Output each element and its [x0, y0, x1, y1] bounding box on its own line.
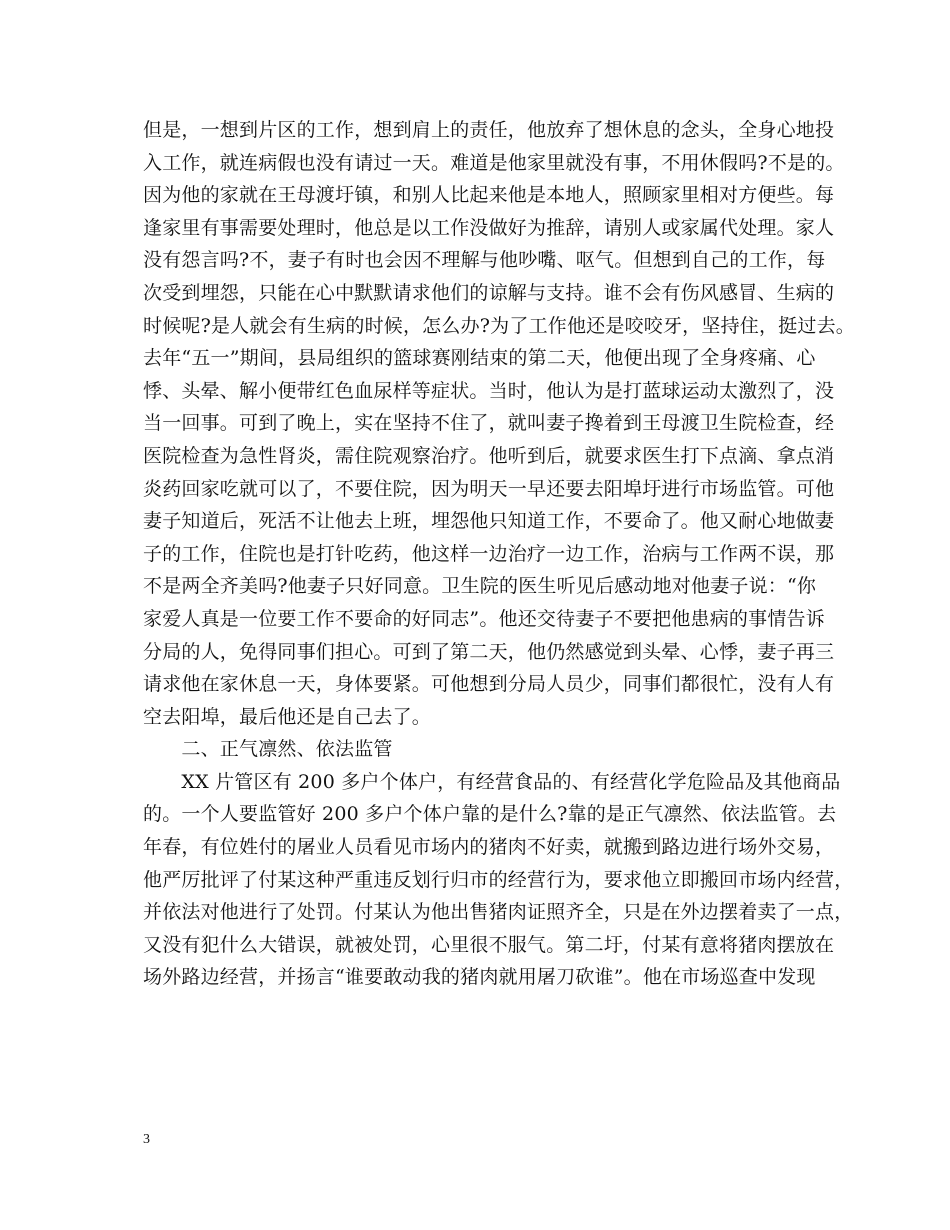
- text-line: 入工作，就连病假也没有请过一天。难道是他家里就没有事，不用休假吗?不是的。: [143, 151, 845, 174]
- text-line: 炎药回家吃就可以了，不要住院，因为明天一早还要去阳埠圩进行市场监管。可他: [143, 477, 835, 500]
- page-number: 3: [143, 1132, 150, 1147]
- text-line: XX 片管区有 200 多户个体户，有经营食品的、有经营化学危险品及其他商品: [143, 770, 841, 793]
- text-line: 又没有犯什么大错误，就被处罚，心里很不服气。第二圩，付某有意将猪肉摆放在: [143, 933, 835, 956]
- text-line: 他严厉批评了付某这种严重违反划行归市的经营行为，要求他立即搬回市场内经营，: [143, 868, 854, 891]
- text-line: 家爱人真是一位要工作不要命的好同志”。他还交待妻子不要把他患病的事情告诉: [143, 607, 825, 630]
- text-line: 子的工作，住院也是打针吃药，他这样一边治疗一边工作，治病与工作两不误，那: [143, 542, 835, 565]
- text-line: 时候呢?是人就会有生病的时候，怎么办?为了工作他还是咬咬牙，坚持住，挺过去。: [143, 314, 855, 337]
- text-line: 医院检查为急性肾炎，需住院观察治疗。他听到后，就要求医生打下点滴、拿点消: [143, 444, 835, 467]
- text-line: 的。一个人要监管好 200 多户个体户靠的是什么?靠的是正气凛然、依法监管。去: [143, 803, 837, 826]
- text-line: 逢家里有事需要处理时，他总是以工作没做好为推辞，请别人或家属代处理。家人: [143, 216, 835, 239]
- text-line: 场外路边经营，并扬言“谁要敢动我的猪肉就用屠刀砍谁”。他在市场巡查中发现: [143, 966, 816, 989]
- text-line: 当一回事。可到了晚上，实在坚持不住了，就叫妻子搀着到王母渡卫生院检查，经: [143, 412, 835, 435]
- text-line: 请求他在家休息一天，身体要紧。可他想到分局人员少，同事们都很忙，没有人有: [143, 673, 835, 696]
- text-line: 没有怨言吗?不，妻子有时也会因不理解与他吵嘴、呕气。但想到自己的工作，每: [143, 249, 826, 272]
- text-line: 妻子知道后，死活不让他去上班，埋怨他只知道工作，不要命了。他又耐心地做妻: [143, 510, 835, 533]
- text-line: 空去阳埠，最后他还是自己去了。: [143, 705, 432, 728]
- text-line: 但是，一想到片区的工作，想到肩上的责任，他放弃了想休息的念头，全身心地投: [143, 119, 835, 141]
- body-text: [143, 114, 855, 994]
- text-line: 悸、头晕、解小便带红色血尿样等症状。当时，他认为是打蓝球运动太激烈了，没: [143, 379, 835, 402]
- text-line: 因为他的家就在王母渡圩镇，和别人比起来他是本地人，照顾家里相对方便些。每: [143, 184, 835, 207]
- section-heading: 二、正气凛然、依法监管: [143, 738, 393, 761]
- text-line: 不是两全齐美吗?他妻子只好同意。卫生院的医生听见后感动地对他妻子说：“你: [143, 575, 817, 598]
- text-line: 并依法对他进行了处罚。付某认为他出售猪肉证照齐全，只是在外边摆着卖了一点，: [143, 901, 854, 924]
- text-line: 次受到埋怨，只能在心中默默请求他们的谅解与支持。谁不会有伤风感冒、生病的: [143, 281, 835, 304]
- text-line: 分局的人，免得同事们担心。可到了第二天，他仍然感觉到头晕、心悸，妻子再三: [143, 640, 835, 663]
- text-line: 去年“五一”期间，县局组织的篮球赛刚结束的第二天，他便出现了全身疼痛、心: [143, 347, 816, 370]
- text-line: 年春，有位姓付的屠业人员看见市场内的猪肉不好卖，就搬到路边进行场外交易，: [143, 836, 835, 859]
